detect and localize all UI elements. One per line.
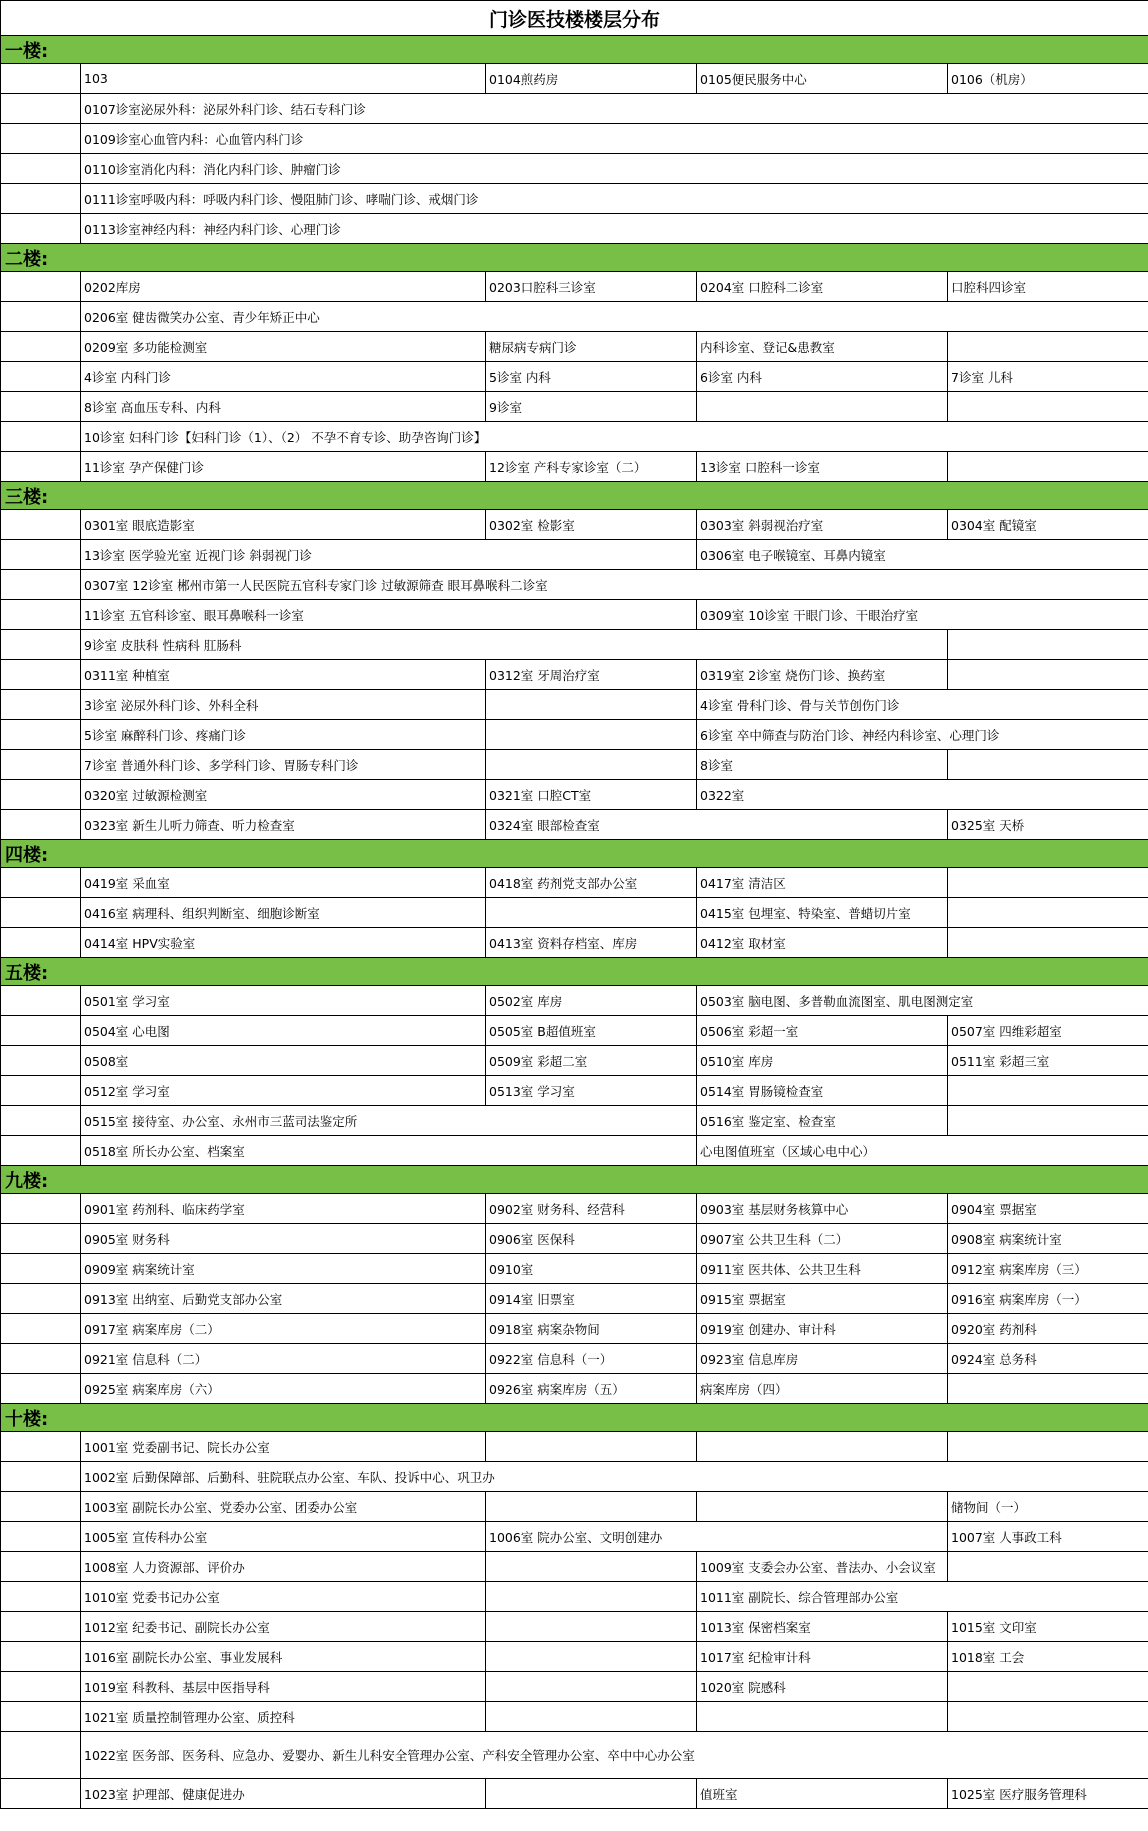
blank-cell <box>1 1046 81 1076</box>
room-cell: 0903室 基层财务核算中心 <box>697 1194 948 1224</box>
room-row <box>1 1672 1148 1702</box>
empty-cell <box>486 1642 697 1672</box>
room-cell: 1003室 副院长办公室、党委办公室、团委办公室 <box>81 1492 486 1522</box>
room-cell: 8诊室 <box>697 750 948 780</box>
empty-cell <box>948 1672 1148 1702</box>
room-cell: 4诊室 骨科门诊、骨与关节创伤门诊 <box>697 690 1148 720</box>
blank-cell <box>1 302 81 332</box>
room-cell: 1002室 后勤保障部、后勤科、驻院联点办公室、车队、投诉中心、巩卫办 <box>81 1462 1148 1492</box>
room-cell: 0113诊室神经内科：神经内科门诊、心理门诊 <box>81 214 1148 244</box>
room-cell: 13诊室 医学验光室 近视门诊 斜弱视门诊 <box>81 540 697 570</box>
room-row <box>1 94 1148 124</box>
room-row <box>1 362 1148 392</box>
empty-cell <box>948 928 1148 958</box>
room-cell: 0513室 学习室 <box>486 1076 697 1106</box>
room-cell: 0920室 药剂科 <box>948 1314 1148 1344</box>
room-row <box>1 64 1148 94</box>
room-row <box>1 1432 1148 1462</box>
room-row <box>1 510 1148 540</box>
empty-cell <box>948 1374 1148 1404</box>
room-cell: 0902室 财务科、经营科 <box>486 1194 697 1224</box>
room-cell: 0307室 12诊室 郴州市第一人民医院五官科专家门诊 过敏源筛查 眼耳鼻喉科二诊室 <box>81 570 1148 600</box>
room-cell: 1010室 党委书记办公室 <box>81 1582 486 1612</box>
room-cell: 0109诊室心血管内科：心血管内科门诊 <box>81 124 1148 154</box>
room-cell: 0916室 病案库房（一） <box>948 1284 1148 1314</box>
room-cell: 0912室 病案库房（三） <box>948 1254 1148 1284</box>
room-row <box>1 810 1148 840</box>
room-cell: 1011室 副院长、综合管理部办公室 <box>697 1582 1148 1612</box>
room-row <box>1 1732 1148 1779</box>
room-cell: 6诊室 内科 <box>697 362 948 392</box>
room-row <box>1 720 1148 750</box>
room-cell: 0413室 资料存档室、库房 <box>486 928 697 958</box>
room-row <box>1 1642 1148 1672</box>
room-cell: 0918室 病案杂物间 <box>486 1314 697 1344</box>
blank-cell <box>1 214 81 244</box>
room-cell: 9诊室 皮肤科 性病科 肛肠科 <box>81 630 948 660</box>
room-cell: 0419室 采血室 <box>81 868 486 898</box>
blank-cell <box>1 1672 81 1702</box>
empty-cell <box>948 868 1148 898</box>
blank-cell <box>1 184 81 214</box>
blank-cell <box>1 1552 81 1582</box>
floor-header-row <box>1 244 1148 272</box>
floor-header: 二楼: <box>1 244 1148 272</box>
room-cell: 0323室 新生儿听力筛查、听力检查室 <box>81 810 486 840</box>
room-cell: 0905室 财务科 <box>81 1224 486 1254</box>
blank-cell <box>1 1106 81 1136</box>
room-row <box>1 422 1148 452</box>
room-cell: 0306室 电子喉镜室、耳鼻内镜室 <box>697 540 1148 570</box>
room-row <box>1 1344 1148 1374</box>
room-cell: 11诊室 孕产保健门诊 <box>81 452 486 482</box>
blank-cell <box>1 452 81 482</box>
room-cell: 0511室 彩超三室 <box>948 1046 1148 1076</box>
blank-cell <box>1 630 81 660</box>
blank-cell <box>1 986 81 1016</box>
room-cell: 0514室 胃肠镜检查室 <box>697 1076 948 1106</box>
room-row <box>1 690 1148 720</box>
empty-cell <box>948 1106 1148 1136</box>
floor-header: 三楼: <box>1 482 1148 510</box>
room-row <box>1 1492 1148 1522</box>
blank-cell <box>1 362 81 392</box>
empty-cell <box>486 1672 697 1702</box>
room-cell: 0909室 病案统计室 <box>81 1254 486 1284</box>
blank-cell <box>1 1136 81 1166</box>
room-row <box>1 124 1148 154</box>
room-cell: 糖尿病专病门诊 <box>486 332 697 362</box>
room-row <box>1 272 1148 302</box>
room-cell: 0924室 总务科 <box>948 1344 1148 1374</box>
room-cell: 0509室 彩超二室 <box>486 1046 697 1076</box>
empty-cell <box>486 1432 697 1462</box>
room-cell: 1022室 医务部、医务科、应急办、爱婴办、新生儿科安全管理办公室、产科安全管理办公室、卒中中心办公室 <box>81 1732 1148 1779</box>
room-cell: 1018室 工会 <box>948 1642 1148 1672</box>
blank-cell <box>1 660 81 690</box>
room-cell: 0926室 病案库房（五） <box>486 1374 697 1404</box>
room-row <box>1 1522 1148 1552</box>
room-cell: 7诊室 儿科 <box>948 362 1148 392</box>
blank-cell <box>1 540 81 570</box>
blank-cell <box>1 1432 81 1462</box>
room-cell: 口腔科四诊室 <box>948 272 1148 302</box>
room-cell: 0104煎药房 <box>486 64 697 94</box>
empty-cell <box>486 690 697 720</box>
blank-cell <box>1 332 81 362</box>
blank-cell <box>1 600 81 630</box>
empty-cell <box>948 660 1148 690</box>
room-cell: 0906室 医保科 <box>486 1224 697 1254</box>
room-cell: 0324室 眼部检查室 <box>486 810 948 840</box>
room-row <box>1 750 1148 780</box>
room-cell: 0921室 信息科（二） <box>81 1344 486 1374</box>
room-row <box>1 1076 1148 1106</box>
blank-cell <box>1 780 81 810</box>
blank-cell <box>1 154 81 184</box>
room-row <box>1 1016 1148 1046</box>
room-cell: 0508室 <box>81 1046 486 1076</box>
blank-cell <box>1 810 81 840</box>
room-cell: 1006室 院办公室、文明创建办 <box>486 1522 948 1552</box>
blank-cell <box>1 1462 81 1492</box>
room-cell: 1005室 宣传科办公室 <box>81 1522 486 1552</box>
blank-cell <box>1 928 81 958</box>
blank-cell <box>1 1779 81 1809</box>
room-cell: 8诊室 高血压专科、内科 <box>81 392 486 422</box>
room-cell: 0501室 学习室 <box>81 986 486 1016</box>
room-row <box>1 1254 1148 1284</box>
room-cell: 0202库房 <box>81 272 486 302</box>
room-cell: 0922室 信息科（一） <box>486 1344 697 1374</box>
floor-header-row <box>1 840 1148 868</box>
blank-cell <box>1 1194 81 1224</box>
room-cell: 103 <box>81 64 486 94</box>
room-row <box>1 1046 1148 1076</box>
empty-cell <box>948 332 1148 362</box>
room-row <box>1 1374 1148 1404</box>
page-title: 门诊医技楼楼层分布 <box>1 1 1148 36</box>
room-cell: 0301室 眼底造影室 <box>81 510 486 540</box>
room-row <box>1 898 1148 928</box>
blank-cell <box>1 64 81 94</box>
room-cell: 0105便民服务中心 <box>697 64 948 94</box>
room-cell: 病案库房（四） <box>697 1374 948 1404</box>
room-cell: 0209室 多功能检测室 <box>81 332 486 362</box>
room-cell: 1017室 纪检审计科 <box>697 1642 948 1672</box>
room-cell: 0502室 库房 <box>486 986 697 1016</box>
empty-cell <box>948 1432 1148 1462</box>
blank-cell <box>1 1642 81 1672</box>
room-row <box>1 302 1148 332</box>
room-cell: 内科诊室、登记&患教室 <box>697 332 948 362</box>
room-row <box>1 1582 1148 1612</box>
room-cell: 1008室 人力资源部、评价办 <box>81 1552 486 1582</box>
room-row <box>1 1224 1148 1254</box>
room-row <box>1 452 1148 482</box>
room-row <box>1 1106 1148 1136</box>
room-cell: 0106（机房） <box>948 64 1148 94</box>
blank-cell <box>1 1492 81 1522</box>
blank-cell <box>1 1612 81 1642</box>
empty-cell <box>486 1702 697 1732</box>
empty-cell <box>486 1552 697 1582</box>
room-cell: 0319室 2诊室 烧伤门诊、换药室 <box>697 660 948 690</box>
room-cell: 1025室 医疗服务管理科 <box>948 1779 1148 1809</box>
title-row <box>1 1 1148 36</box>
room-cell: 1016室 副院长办公室、事业发展科 <box>81 1642 486 1672</box>
room-cell: 1001室 党委副书记、院长办公室 <box>81 1432 486 1462</box>
blank-cell <box>1 510 81 540</box>
room-row <box>1 1552 1148 1582</box>
room-cell: 0311室 种植室 <box>81 660 486 690</box>
room-row <box>1 1194 1148 1224</box>
room-row <box>1 184 1148 214</box>
floor-header: 一楼: <box>1 36 1148 64</box>
room-cell: 0917室 病案库房（二） <box>81 1314 486 1344</box>
blank-cell <box>1 1314 81 1344</box>
empty-cell <box>948 1702 1148 1732</box>
room-row <box>1 780 1148 810</box>
room-cell: 0914室 旧票室 <box>486 1284 697 1314</box>
room-cell: 0320室 过敏源检测室 <box>81 780 486 810</box>
room-cell: 1019室 科教科、基层中医指导科 <box>81 1672 486 1702</box>
room-cell: 13诊室 口腔科一诊室 <box>697 452 948 482</box>
blank-cell <box>1 1374 81 1404</box>
blank-cell <box>1 1254 81 1284</box>
room-cell: 3诊室 泌尿外科门诊、外科全科 <box>81 690 486 720</box>
room-row <box>1 868 1148 898</box>
room-cell: 1007室 人事政工科 <box>948 1522 1148 1552</box>
room-cell: 0325室 天桥 <box>948 810 1148 840</box>
room-row <box>1 1702 1148 1732</box>
empty-cell <box>697 1492 948 1522</box>
room-row <box>1 392 1148 422</box>
room-cell: 0507室 四维彩超室 <box>948 1016 1148 1046</box>
room-cell: 0206室 健齿微笑办公室、青少年矫正中心 <box>81 302 1148 332</box>
room-cell: 0505室 B超值班室 <box>486 1016 697 1046</box>
room-cell: 0901室 药剂科、临床药学室 <box>81 1194 486 1224</box>
empty-cell <box>948 392 1148 422</box>
room-cell: 0503室 脑电图、多普勒血流图室、肌电图测定室 <box>697 986 1148 1016</box>
room-cell: 0416室 病理科、组织判断室、细胞诊断室 <box>81 898 486 928</box>
room-cell: 1012室 纪委书记、副院长办公室 <box>81 1612 486 1642</box>
room-cell: 0203口腔科三诊室 <box>486 272 697 302</box>
room-cell: 1015室 文印室 <box>948 1612 1148 1642</box>
room-cell: 0107诊室泌尿外科：泌尿外科门诊、结石专科门诊 <box>81 94 1148 124</box>
room-cell: 0309室 10诊室 干眼门诊、干眼治疗室 <box>697 600 1148 630</box>
floor-header-row <box>1 36 1148 64</box>
room-cell: 0417室 清洁区 <box>697 868 948 898</box>
room-cell: 0302室 检影室 <box>486 510 697 540</box>
room-cell: 0414室 HPV实验室 <box>81 928 486 958</box>
room-row <box>1 600 1148 630</box>
blank-cell <box>1 1732 81 1779</box>
blank-cell <box>1 1702 81 1732</box>
blank-cell <box>1 1076 81 1106</box>
blank-cell <box>1 272 81 302</box>
room-cell: 5诊室 麻醉科门诊、疼痛门诊 <box>81 720 486 750</box>
empty-cell <box>948 750 1148 780</box>
floor-header-row <box>1 1404 1148 1432</box>
room-cell: 0512室 学习室 <box>81 1076 486 1106</box>
room-cell: 0418室 药剂党支部办公室 <box>486 868 697 898</box>
room-cell: 0515室 接待室、办公室、永州市三蓝司法鉴定所 <box>81 1106 697 1136</box>
room-cell: 5诊室 内科 <box>486 362 697 392</box>
room-row <box>1 540 1148 570</box>
blank-cell <box>1 94 81 124</box>
blank-cell <box>1 422 81 452</box>
empty-cell <box>948 1552 1148 1582</box>
room-cell: 0925室 病案库房（六） <box>81 1374 486 1404</box>
room-cell: 0312室 牙周治疗室 <box>486 660 697 690</box>
empty-cell <box>486 1582 697 1612</box>
room-cell: 0204室 口腔科二诊室 <box>697 272 948 302</box>
room-cell: 1021室 质量控制管理办公室、质控科 <box>81 1702 486 1732</box>
room-row <box>1 154 1148 184</box>
empty-cell <box>697 392 948 422</box>
floor-header: 四楼: <box>1 840 1148 868</box>
room-cell: 11诊室 五官科诊室、眼耳鼻喉科一诊室 <box>81 600 697 630</box>
room-row <box>1 332 1148 362</box>
blank-cell <box>1 1582 81 1612</box>
floor-header-row <box>1 482 1148 510</box>
room-cell: 1023室 护理部、健康促进办 <box>81 1779 486 1809</box>
room-cell: 0923室 信息库房 <box>697 1344 948 1374</box>
room-cell: 0504室 心电图 <box>81 1016 486 1046</box>
room-cell: 0110诊室消化内科：消化内科门诊、肿瘤门诊 <box>81 154 1148 184</box>
room-cell: 0904室 票据室 <box>948 1194 1148 1224</box>
room-cell: 0919室 创建办、审计科 <box>697 1314 948 1344</box>
room-cell: 心电图值班室（区域心电中心） <box>697 1136 1148 1166</box>
floor-header-row <box>1 1166 1148 1194</box>
room-row <box>1 986 1148 1016</box>
room-cell: 12诊室 产科专家诊室（二） <box>486 452 697 482</box>
room-cell: 0303室 斜弱视治疗室 <box>697 510 948 540</box>
blank-cell <box>1 1522 81 1552</box>
room-cell: 0111诊室呼吸内科：呼吸内科门诊、慢阻肺门诊、哮喘门诊、戒烟门诊 <box>81 184 1148 214</box>
empty-cell <box>697 1432 948 1462</box>
room-cell: 6诊室 卒中筛查与防治门诊、神经内科诊室、心理门诊 <box>697 720 1148 750</box>
blank-cell <box>1 124 81 154</box>
room-cell: 10诊室 妇科门诊【妇科门诊（1）、（2） 不孕不育专诊、助孕咨询门诊】 <box>81 422 1148 452</box>
room-cell: 7诊室 普通外科门诊、多学科门诊、胃肠专科门诊 <box>81 750 486 780</box>
blank-cell <box>1 750 81 780</box>
blank-cell <box>1 868 81 898</box>
blank-cell <box>1 898 81 928</box>
blank-cell <box>1 720 81 750</box>
blank-cell <box>1 392 81 422</box>
empty-cell <box>697 1702 948 1732</box>
empty-cell <box>486 1612 697 1642</box>
empty-cell <box>948 898 1148 928</box>
room-cell: 0907室 公共卫生科（二） <box>697 1224 948 1254</box>
room-cell: 1009室 支委会办公室、普法办、小会议室 <box>697 1552 948 1582</box>
empty-cell <box>486 1779 697 1809</box>
empty-cell <box>486 720 697 750</box>
room-row <box>1 630 1148 660</box>
empty-cell <box>948 630 1148 660</box>
room-cell: 0516室 鉴定室、检查室 <box>697 1106 948 1136</box>
room-row <box>1 1314 1148 1344</box>
room-cell: 0304室 配镜室 <box>948 510 1148 540</box>
room-cell: 储物间（一） <box>948 1492 1148 1522</box>
room-row <box>1 1284 1148 1314</box>
room-row <box>1 928 1148 958</box>
room-cell: 1013室 保密档案室 <box>697 1612 948 1642</box>
room-cell: 0322室 <box>697 780 1148 810</box>
room-cell: 0510室 库房 <box>697 1046 948 1076</box>
room-cell: 0911室 医共体、公共卫生科 <box>697 1254 948 1284</box>
floor-header: 九楼: <box>1 1166 1148 1194</box>
blank-cell <box>1 1284 81 1314</box>
room-row <box>1 660 1148 690</box>
blank-cell <box>1 1344 81 1374</box>
blank-cell <box>1 570 81 600</box>
room-cell: 值班室 <box>697 1779 948 1809</box>
room-cell: 4诊室 内科门诊 <box>81 362 486 392</box>
room-row <box>1 1462 1148 1492</box>
room-cell: 0321室 口腔CT室 <box>486 780 697 810</box>
empty-cell <box>486 750 697 780</box>
room-row <box>1 1779 1148 1809</box>
room-cell: 9诊室 <box>486 392 697 422</box>
room-cell: 0915室 票据室 <box>697 1284 948 1314</box>
floor-header: 十楼: <box>1 1404 1148 1432</box>
empty-cell <box>486 898 697 928</box>
room-row <box>1 214 1148 244</box>
room-row <box>1 1612 1148 1642</box>
room-cell: 0913室 出纳室、后勤党支部办公室 <box>81 1284 486 1314</box>
room-cell: 0415室 包埋室、特染室、普蜡切片室 <box>697 898 948 928</box>
room-cell: 1020室 院感科 <box>697 1672 948 1702</box>
room-cell: 0412室 取材室 <box>697 928 948 958</box>
empty-cell <box>948 452 1148 482</box>
room-cell: 0910室 <box>486 1254 697 1284</box>
empty-cell <box>948 1076 1148 1106</box>
room-cell: 0506室 彩超一室 <box>697 1016 948 1046</box>
blank-cell <box>1 1016 81 1046</box>
room-row <box>1 570 1148 600</box>
blank-cell <box>1 690 81 720</box>
room-cell: 0518室 所长办公室、档案室 <box>81 1136 697 1166</box>
room-row <box>1 1136 1148 1166</box>
floor-header-row <box>1 958 1148 986</box>
room-cell: 0908室 病案统计室 <box>948 1224 1148 1254</box>
blank-cell <box>1 1224 81 1254</box>
floor-header: 五楼: <box>1 958 1148 986</box>
empty-cell <box>486 1492 697 1522</box>
